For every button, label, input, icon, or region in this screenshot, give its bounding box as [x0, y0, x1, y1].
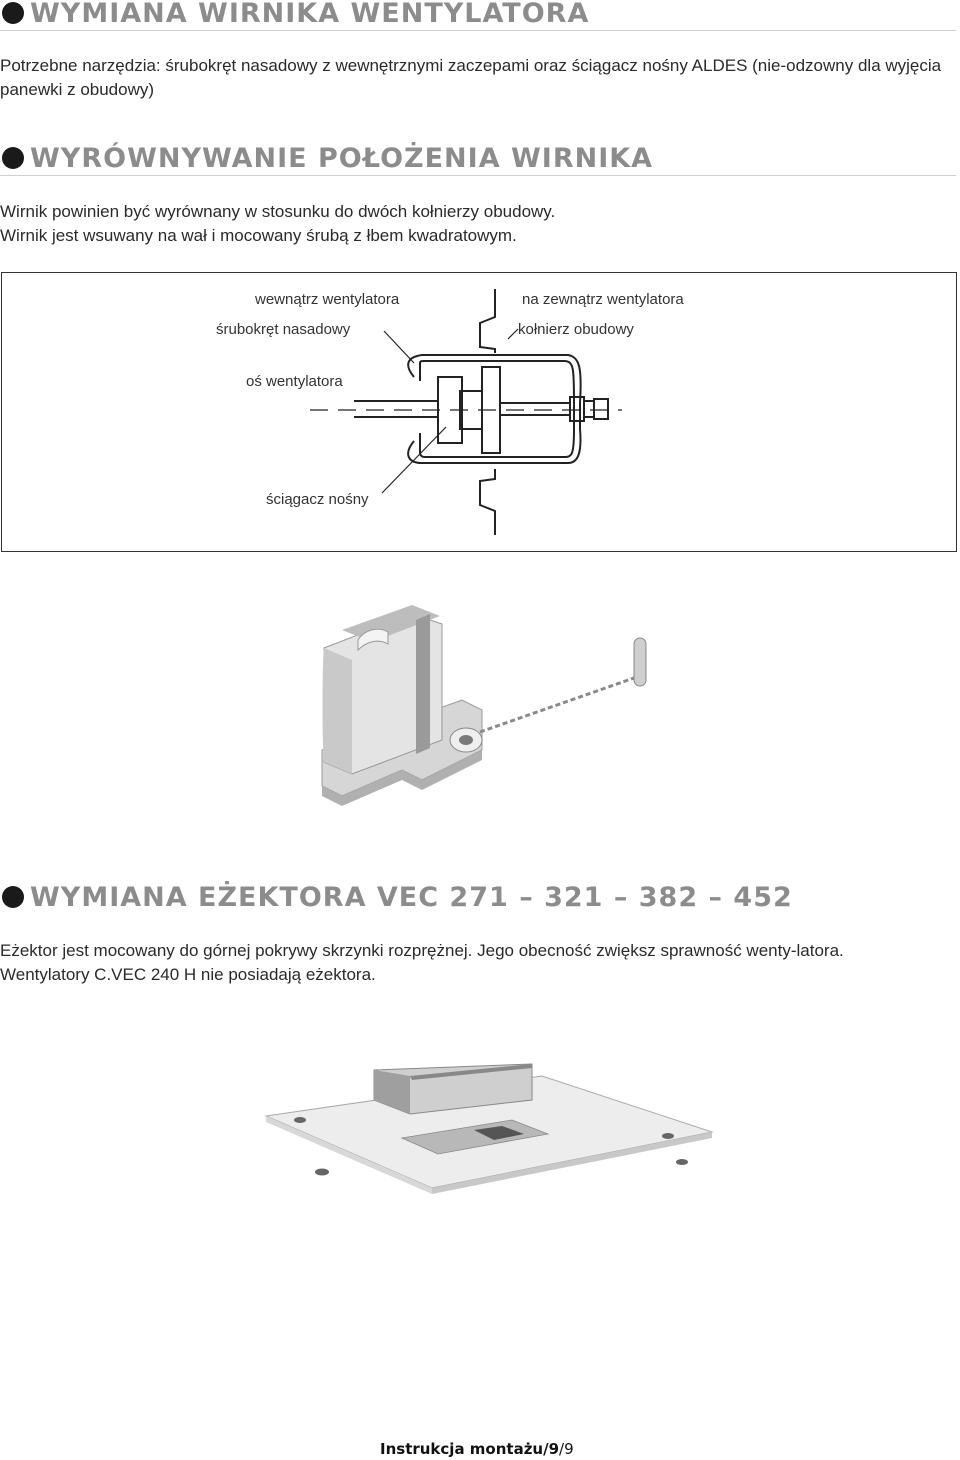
heading-wheel-alignment — [0, 141, 956, 176]
paragraph-ejector — [0, 939, 952, 987]
label-outside-fan: na zewnątrz wentylatora — [522, 291, 684, 308]
heading-text: WYMIANA WIRNIKA WENTYLATORA — [30, 0, 590, 29]
label-fan-axis: oś wentylatora — [246, 373, 343, 390]
paragraph-tools — [0, 54, 952, 102]
bullet-icon — [2, 2, 24, 24]
heading-text: WYRÓWNYWANIE POŁOŻENIA WIRNIKA — [30, 142, 654, 174]
paragraph-line: Wirnik jest wsuwany na wał i mocowany śrubą z łbem kwadratowym. — [0, 226, 517, 245]
paragraph-alignment — [0, 200, 952, 248]
heading-ejector-replacement — [0, 880, 956, 914]
paragraph-line: Wentylatory C.VEC 240 H nie posiadają eżektora. — [0, 965, 376, 984]
alignment-drawing — [2, 273, 956, 551]
heading-text: WYMIANA EŻEKTORA VEC 271 – 321 – 382 – 452 — [30, 881, 793, 913]
label-puller: ściągacz nośny — [266, 491, 369, 508]
label-inside-fan: wewnątrz wentylatora — [255, 291, 400, 308]
paragraph-text: Potrzebne narzędzia: śrubokręt nasadowy z wewnętrznymi zaczepami oraz ściągacz nośny ALDES (nie-odzowny dla wyjęcia panewki z obudowy) — [0, 56, 942, 99]
paragraph-line: Wirnik powinien być wyrównany w stosunku do dwóch kołnierzy obudowy. — [0, 202, 556, 221]
heading-fan-wheel-replacement — [0, 0, 956, 31]
ejector-illustration — [262, 1060, 722, 1200]
puller-illustration — [312, 600, 692, 830]
label-socket-driver: śrubokręt nasadowy — [216, 321, 351, 338]
bullet-icon — [2, 886, 24, 908]
bullet-icon — [2, 147, 24, 169]
label-housing-flange: kołnierz obudowy — [518, 321, 634, 338]
page-footer — [380, 1440, 574, 1458]
alignment-diagram — [1, 272, 957, 552]
paragraph-line: Eżektor jest mocowany do górnej pokrywy skrzynki rozprężnej. Jego obecność zwiększ sprawność wenty-latora. — [0, 941, 844, 960]
footer-page-number: /9 — [559, 1440, 574, 1458]
footer-title: Instrukcja montażu/9 — [380, 1440, 560, 1458]
